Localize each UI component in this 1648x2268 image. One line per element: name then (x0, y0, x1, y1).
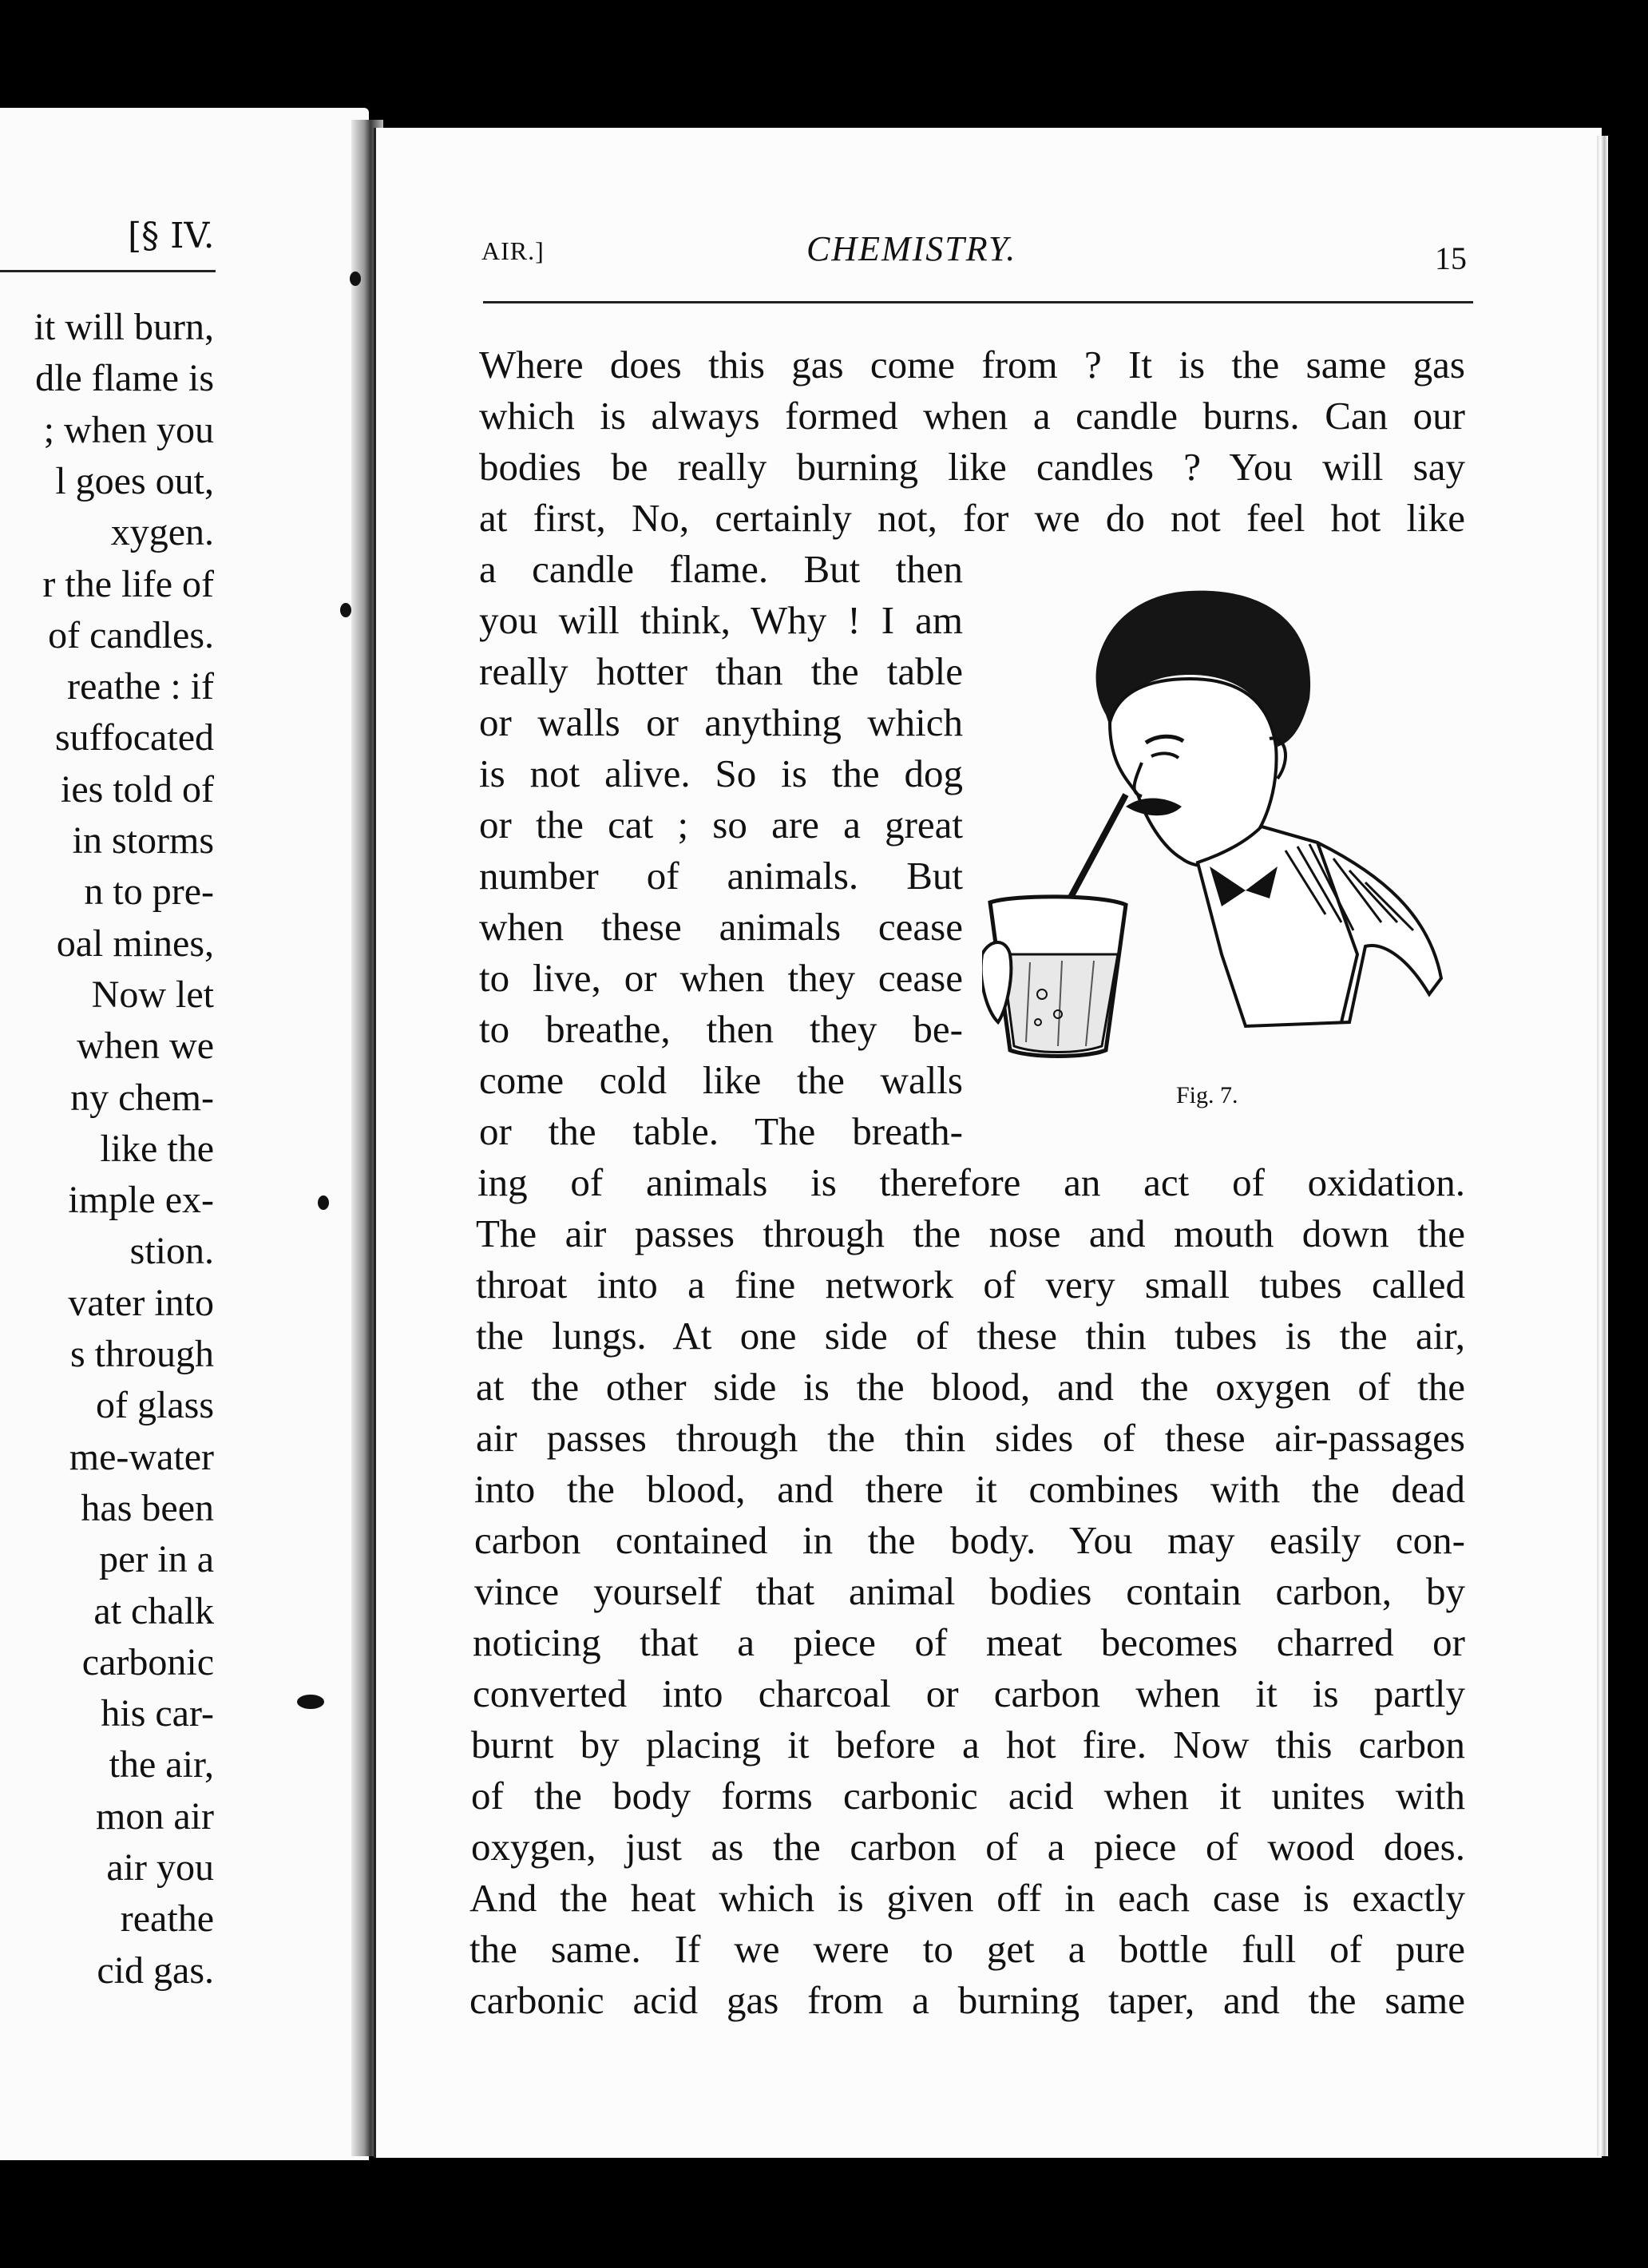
body-text-line: bodies be really burning like candles ? You will say (479, 445, 1465, 489)
body-text-line: into the blood, and there it combines with the dead (474, 1467, 1465, 1511)
left-text-line: vater into (68, 1281, 214, 1324)
left-text-line: xygen. (110, 511, 214, 554)
left-text-line: carbonic (81, 1640, 214, 1683)
left-text-line: l goes out, (55, 459, 214, 502)
body-text-line: really hotter than the table (479, 649, 963, 693)
left-page-header: [§ IV. (128, 216, 215, 256)
body-text-line: or the cat ; so are a great (479, 803, 963, 847)
left-text-line: of candles. (48, 613, 214, 656)
left-text-line: per in a (99, 1538, 214, 1581)
body-text-line: And the heat which is given off in each case is exactly (469, 1876, 1465, 1920)
left-text-line: s through (70, 1333, 214, 1375)
left-text-line: oal mines, (56, 922, 214, 965)
page-edges (1597, 136, 1608, 2156)
running-head-section: AIR.] (481, 236, 545, 265)
left-text-line: imple ex- (68, 1179, 214, 1222)
body-text-line: to breathe, then they be- (479, 1007, 963, 1051)
binding-stitch (350, 272, 361, 286)
binding-stitch (297, 1695, 324, 1709)
body-text-line: ing of animals is therefore an act of oxidation. (477, 1160, 1465, 1204)
body-text-line: a candle flame. But then (479, 547, 963, 591)
body-text-line: converted into charcoal or carbon when it is partly (473, 1671, 1465, 1715)
left-text-line: in storms (72, 819, 214, 862)
left-text-line: dle flame is (35, 357, 214, 400)
body-text-line: carbonic acid gas from a burning taper, and the same (469, 1978, 1465, 2022)
left-text-line: stion. (129, 1230, 214, 1273)
body-text-line: carbon contained in the body. You may easily con- (474, 1518, 1465, 1562)
left-text-line: ny chem- (70, 1076, 214, 1119)
body-text-line: vince yourself that animal bodies contain carbon, by (474, 1569, 1465, 1613)
left-text-line: of glass (96, 1384, 214, 1427)
binding-stitch (318, 1195, 329, 1210)
left-text-line: r the life of (42, 562, 214, 605)
running-head-title: CHEMISTRY. (806, 229, 1017, 268)
page-number: 15 (1435, 240, 1467, 276)
body-text-line: come cold like the walls (479, 1058, 963, 1102)
left-text-line: cid gas. (97, 1949, 214, 1992)
body-text-line: Where does this gas come from ? It is the same gas (479, 343, 1465, 387)
left-text-line: n to pre- (84, 870, 214, 914)
left-text-line: when we (77, 1025, 214, 1068)
body-text-line: number of animals. But (479, 854, 963, 898)
body-text-line: noticing that a piece of meat becomes charred or (473, 1620, 1465, 1664)
body-text-line: at the other side is the blood, and the oxygen of the (476, 1365, 1465, 1409)
body-text-line: burnt by placing it before a hot fire. Now this carbon (471, 1723, 1465, 1766)
left-text-line: Now let (91, 973, 214, 1016)
left-text-line: his car- (101, 1692, 214, 1735)
body-text-line: when these animals cease (479, 905, 963, 949)
left-text-line: ; when you (43, 408, 214, 451)
body-text-line: is not alive. So is the dog (479, 751, 963, 795)
header-rule (483, 301, 1473, 303)
binding-stitch (340, 603, 351, 617)
left-text-line: at chalk (93, 1589, 214, 1632)
body-text-line: The air passes through the nose and mouth down the (476, 1211, 1465, 1255)
figure-man-breathing-through-straw (982, 579, 1461, 1074)
left-header-rule (0, 270, 216, 272)
body-text-line: or walls or anything which (479, 700, 963, 744)
left-text-line: reathe (120, 1897, 214, 1941)
left-text-line: suffocated (54, 716, 214, 759)
left-text-line: it will burn, (34, 306, 214, 348)
body-text-line: at first, No, certainly not, for we do not feel hot like (479, 496, 1465, 540)
figure-caption: Fig. 7. (1176, 1082, 1238, 1108)
body-text-line: of the body forms carbonic acid when it unites with (471, 1774, 1465, 1818)
left-text-line: me-water (69, 1435, 214, 1478)
body-text-line: throat into a fine network of very small tubes called (476, 1263, 1465, 1306)
left-text-line: like the (100, 1127, 214, 1170)
left-text-line: the air, (109, 1743, 214, 1786)
body-text-line: to live, or when they cease (479, 956, 963, 1000)
body-text-line: or the table. The breath- (479, 1109, 963, 1153)
left-text-line: air you (106, 1846, 214, 1889)
left-text-line: ies told of (61, 767, 214, 811)
body-text-line: air passes through the thin sides of these air-passages (476, 1416, 1465, 1460)
body-text-line: you will think, Why ! I am (479, 598, 963, 642)
left-text-line: reathe : if (67, 665, 214, 708)
body-text-line: which is always formed when a candle burns. Can our (479, 394, 1465, 438)
body-text-line: the lungs. At one side of these thin tubes is the air, (476, 1314, 1465, 1358)
body-text-line: the same. If we were to get a bottle full of pure (469, 1927, 1465, 1971)
left-text-line: mon air (96, 1794, 214, 1838)
left-text-line: has been (81, 1486, 214, 1529)
body-text-line: oxygen, just as the carbon of a piece of wood does. (471, 1825, 1465, 1869)
